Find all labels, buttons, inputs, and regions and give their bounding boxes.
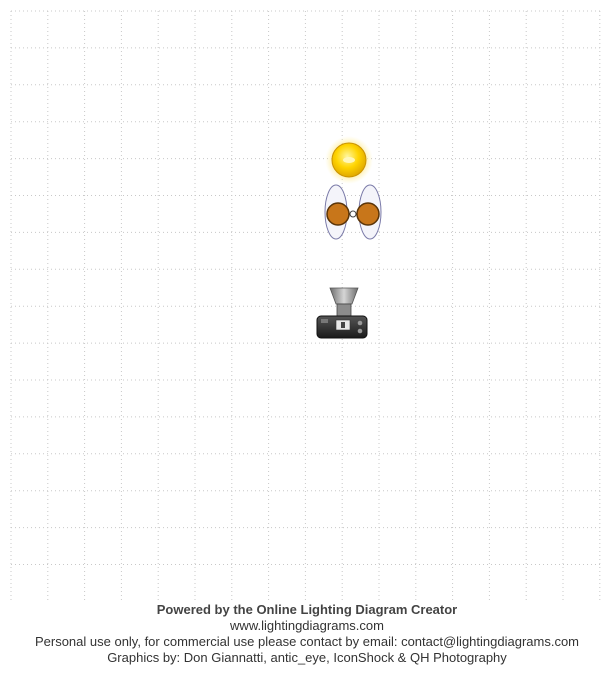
camera-icon[interactable] <box>314 286 370 340</box>
graphics-credits-text: Graphics by: Don Giannatti, antic_eye, IconShock & QH Photography <box>107 650 507 665</box>
license-text: Personal use only, for commercial use please contact by email: contact@lightingdiagrams.com <box>34 634 580 649</box>
credits-footer <box>0 602 614 666</box>
sun-light-icon[interactable] <box>325 136 373 184</box>
website-text: www.lightingdiagrams.com <box>230 618 384 633</box>
person-top-view-icon[interactable] <box>322 184 384 244</box>
powered-by-text: Powered by the Online Lighting Diagram Creator <box>156 602 458 617</box>
